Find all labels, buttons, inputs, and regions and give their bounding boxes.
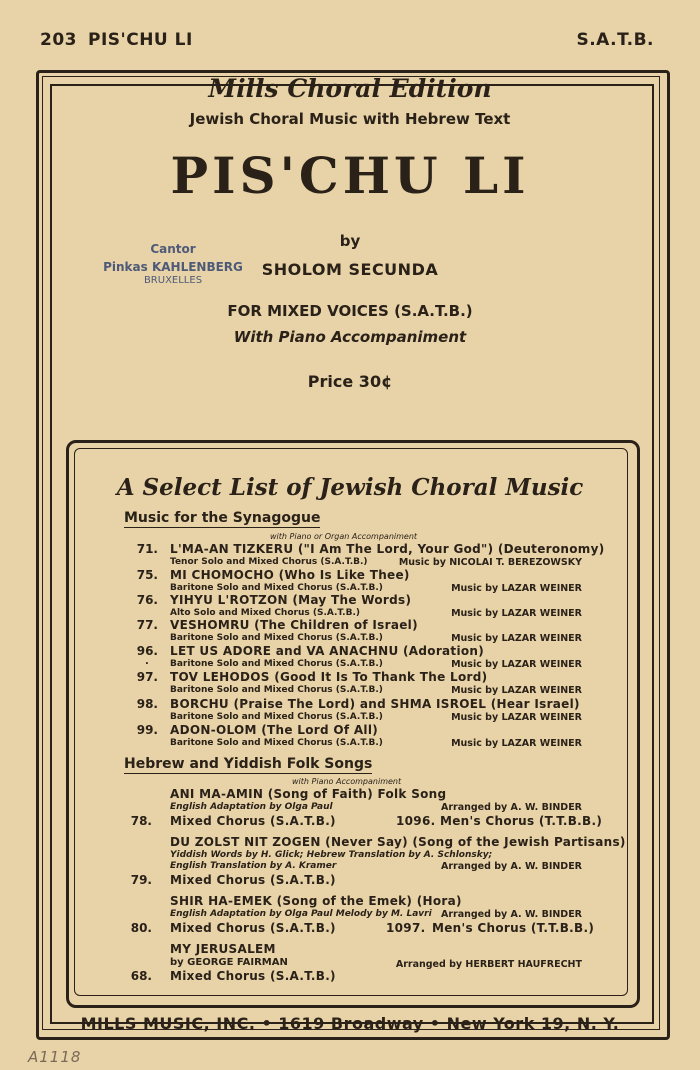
item-title: BORCHU (Praise The Lord) and SHMA ISROEL (Hear Israel) [170, 697, 580, 711]
accompaniment-line: With Piano Accompaniment [233, 328, 467, 346]
item-desc: Baritone Solo and Mixed Chorus (S.A.T.B.) [170, 659, 383, 669]
item-desc: Baritone Solo and Mixed Chorus (S.A.T.B.) [170, 633, 383, 643]
stamp-line-3: BRUXELLES [143, 275, 203, 286]
song-adaptation: Yiddish Words by H. Glick; Hebrew Translation by A. Schlonsky; [170, 850, 493, 860]
item-music: Music by LAZAR WEINER [451, 685, 582, 696]
song-chorus: Mixed Chorus (S.A.T.B.) [170, 969, 336, 983]
item-number: 71. [136, 542, 158, 556]
item-title: ADON-OLOM (The Lord Of All) [170, 723, 379, 737]
song-arranger: Arranged by A. W. BINDER [440, 909, 582, 920]
song-adaptation: English Adaptation by Olga Paul [170, 802, 333, 812]
item-music: Music by LAZAR WEINER [451, 633, 582, 644]
item-music: Music by LAZAR WEINER [451, 608, 582, 619]
edition-subtitle: Jewish Choral Music with Hebrew Text [189, 110, 511, 128]
item-desc: Baritone Solo and Mixed Chorus (S.A.T.B.) [170, 583, 383, 593]
item-title: LET US ADORE and VA ANACHNU (Adoration) [170, 644, 485, 658]
item-desc: Tenor Solo and Mixed Chorus (S.A.T.B.) [170, 557, 368, 567]
item-title: VESHOMRU (The Children of Israel) [170, 618, 418, 632]
item-number: 77. [136, 618, 158, 632]
item-number: 97. [136, 670, 158, 684]
song-chorus: Mixed Chorus (S.A.T.B.) [170, 814, 336, 828]
item-number: 79. [130, 873, 152, 887]
song-title: SHIR HA-EMEK (Song of the Emek) (Hora) [170, 894, 462, 908]
item-title: MI CHOMOCHO (Who Is Like Thee) [170, 568, 410, 582]
list-title: A Select List of Jewish Choral Music [116, 474, 584, 501]
catalog-number: 203 [40, 30, 77, 50]
item-desc: Baritone Solo and Mixed Chorus (S.A.T.B.) [170, 738, 383, 748]
song-chorus-2: Men's Chorus (T.T.B.B.) [432, 921, 595, 935]
item-desc: Baritone Solo and Mixed Chorus (S.A.T.B.) [170, 712, 383, 722]
header-voicing: S.A.T.B. [576, 30, 654, 50]
item-desc: Alto Solo and Mixed Chorus (S.A.T.B.) [170, 608, 360, 618]
price: Price 30¢ [307, 372, 393, 391]
folk-note: with Piano Accompaniment [292, 777, 402, 786]
item-number: 96. [136, 644, 158, 658]
header-title: PIS'CHU LI [88, 30, 193, 50]
song-chorus-2: Men's Chorus (T.T.B.B.) [440, 814, 603, 828]
synagogue-heading: Music for the Synagogue [124, 510, 321, 526]
song-adaptation-2: English Translation by A. Kramer [170, 861, 337, 871]
by-label: by [339, 232, 361, 250]
item-number: 98. [136, 697, 158, 711]
voices-line: FOR MIXED VOICES (S.A.T.B.) [227, 302, 473, 320]
stamp-line-2: Pinkas KAHLENBERG [103, 260, 243, 274]
song-arranger: Arranged by HERBERT HAUFRECHT [395, 959, 582, 970]
stamp-line-1: Cantor [150, 242, 196, 256]
item-title: L'MA-AN TIZKERU ("I Am The Lord, Your God") (Deuteronomy) [170, 542, 605, 556]
song-title: ANI MA-AMIN (Song of Faith) Folk Song [170, 787, 447, 801]
song-title: DU ZOLST NIT ZOGEN (Never Say) (Song of the Jewish Partisans) [170, 835, 626, 849]
edition-series: Mills Choral Edition [208, 74, 492, 103]
synagogue-note: with Piano or Organ Accompaniment [270, 532, 418, 541]
item-number: 68. [130, 969, 152, 983]
item-number: 75. [136, 568, 158, 582]
item-number: 99. [136, 723, 158, 737]
item-music: Music by LAZAR WEINER [451, 738, 582, 749]
publisher-footer: MILLS MUSIC, INC. • 1619 Broadway • New York 19, N. Y. [80, 1014, 620, 1033]
page-title: PIS'CHU LI [170, 146, 530, 205]
composer: SHOLOM SECUNDA [261, 260, 439, 279]
song-title: MY JERUSALEM [170, 942, 276, 956]
item-desc: Baritone Solo and Mixed Chorus (S.A.T.B.) [170, 685, 383, 695]
item-music: Music by LAZAR WEINER [451, 583, 582, 594]
song-arranger: Arranged by A. W. BINDER [440, 861, 582, 872]
item-number: 78. [130, 814, 152, 828]
item-number: 80. [130, 921, 152, 935]
pencil-annotation: A1118 [28, 1048, 82, 1066]
song-chorus: Mixed Chorus (S.A.T.B.) [170, 921, 336, 935]
item-music: Music by LAZAR WEINER [451, 659, 582, 670]
item-title: YIHYU L'ROTZON (May The Words) [170, 593, 412, 607]
song-arranger: Arranged by A. W. BINDER [440, 802, 582, 813]
folk-heading: Hebrew and Yiddish Folk Songs [124, 756, 373, 772]
song-adaptation: English Adaptation by Olga Paul Melody by M. Lavri [170, 909, 432, 919]
song-adaptation: by GEORGE FAIRMAN [170, 957, 288, 968]
item-title: TOV LEHODOS (Good It Is To Thank The Lord) [170, 670, 488, 684]
song-number-2: 1097. [386, 921, 426, 935]
song-chorus: Mixed Chorus (S.A.T.B.) [170, 873, 336, 887]
item-number: 76. [136, 593, 158, 607]
item-music: Music by NICOLAI T. BEREZOWSKY [398, 557, 582, 568]
song-number-2: 1096. [396, 814, 436, 828]
item-music: Music by LAZAR WEINER [451, 712, 582, 723]
stray-mark: . [145, 656, 149, 667]
